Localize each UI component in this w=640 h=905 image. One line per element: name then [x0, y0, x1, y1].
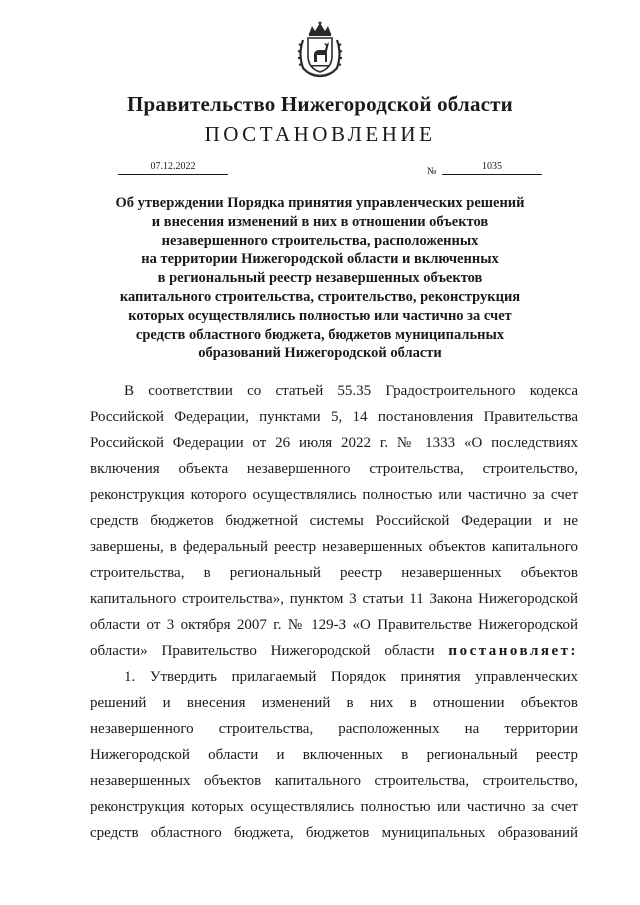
organization-name: Правительство Нижегородской области — [127, 92, 513, 116]
paragraph-line: строительства, в региональный реестр незавершенных объектов — [90, 565, 578, 581]
preamble-paragraph — [90, 378, 578, 664]
document-title — [100, 194, 540, 363]
title-line: незавершенного строительства, расположенных — [161, 232, 479, 249]
coat-of-arms-emblem — [297, 20, 343, 78]
title-line: образований Нижегородской области — [198, 345, 442, 362]
document-type: ПОСТАНОВЛЕНИЕ — [204, 122, 436, 146]
title-line: которых осуществлялись полностью или частично за счет — [128, 307, 512, 324]
document-date: 07.12.2022 — [118, 160, 228, 175]
paragraph-line: Российской Федерации, пунктами 5, 14 постановления Правительства — [90, 409, 578, 425]
title-line: капитального строительства, строительство, реконструкция — [119, 288, 521, 305]
title-line: и внесения изменений в них в отношении объектов — [151, 213, 489, 230]
number-label: № — [427, 166, 437, 177]
paragraph-line: области от 3 октября 2007 г. № 129-З «О Правительстве Нижегородской — [90, 617, 578, 633]
item-1-paragraph — [90, 664, 578, 846]
document-body — [90, 378, 578, 846]
paragraph-line: средств областного бюджета, бюджетов муниципальных образований — [90, 825, 578, 841]
paragraph-line: незавершенного строительства, расположенных на территории — [90, 721, 578, 737]
paragraph-line: Нижегородской области и включенных в региональный реестр — [90, 747, 578, 763]
paragraph-line: 1. Утвердить прилагаемый Порядок принятия управленческих — [124, 669, 578, 685]
paragraph-line: Российской Федерации от 26 июля 2022 г. № 1333 «О последствиях — [90, 435, 578, 451]
title-line: на территории Нижегородской области и включенных — [141, 251, 499, 268]
decree-word: постановляет: — [448, 643, 578, 659]
paragraph-line: завершены, в федеральный реестр незавершенных объектов капитального — [90, 539, 578, 555]
paragraph-last-line-text: области» Правительство Нижегородской области — [90, 643, 435, 659]
paragraph-line: средств бюджетов бюджетной системы Российской Федерации и не — [90, 513, 578, 529]
paragraph-line: реконструкция которого осуществлялись полностью или частично за счет — [90, 487, 578, 503]
paragraph-line: решений и внесения изменений в них в отношении объектов — [90, 695, 578, 711]
paragraph-last-line — [90, 638, 578, 664]
title-line: в региональный реестр незавершенных объектов — [157, 270, 483, 287]
paragraph-line: В соответствии со статьей 55.35 Градостроительного кодекса — [124, 383, 578, 399]
paragraph-line: включения объекта незавершенного строительства, строительство, — [90, 461, 578, 477]
paragraph-line: капитального строительства», пунктом 3 статьи 11 Закона Нижегородской — [90, 591, 578, 607]
document-number: 1035 — [442, 160, 542, 175]
paragraph-line: реконструкция которых осуществлялись полностью или частично за счет — [90, 799, 578, 815]
paragraph-line: незавершенных объектов капитального строительства, строительство, — [90, 773, 578, 789]
title-line: средств областного бюджета, бюджетов муниципальных — [135, 326, 505, 343]
title-line: Об утверждении Порядка принятия управленческих решений — [115, 195, 525, 211]
